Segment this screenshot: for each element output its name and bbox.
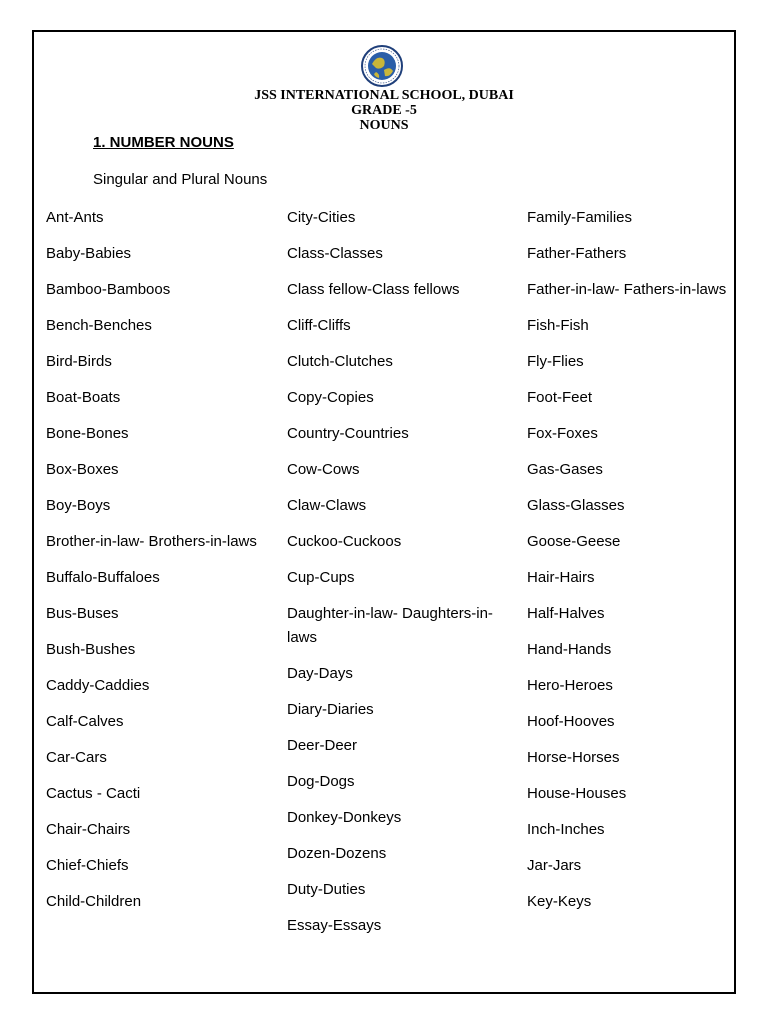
noun-pair: Daughter-in-law- Daughters-in-laws	[287, 605, 493, 646]
noun-pair: Fly-Flies	[527, 353, 584, 370]
noun-pair: Hoof-Hooves	[527, 713, 615, 730]
noun-pair: Chair-Chairs	[46, 821, 131, 838]
noun-pair: Dozen-Dozens	[287, 845, 387, 862]
grade-label: GRADE -5	[351, 103, 417, 118]
noun-pair: Essay-Essays	[287, 917, 382, 934]
noun-pair: Car-Cars	[46, 749, 107, 766]
noun-column-2	[287, 206, 502, 950]
noun-pair: Key-Keys	[527, 893, 592, 910]
noun-column-1	[46, 206, 261, 926]
noun-pair: Bamboo-Bamboos	[46, 281, 171, 298]
noun-pair: Class fellow-Class fellows	[287, 281, 460, 298]
noun-pair: House-Houses	[527, 785, 627, 802]
noun-pair: Bird-Birds	[46, 353, 112, 370]
noun-pair: Baby-Babies	[46, 245, 132, 262]
noun-pair: Father-in-law- Fathers-in-laws	[527, 281, 727, 298]
noun-pair: Chief-Chiefs	[46, 857, 129, 874]
noun-pair: Family-Families	[527, 209, 632, 226]
noun-pair: Glass-Glasses	[527, 497, 625, 514]
noun-pair: Cow-Cows	[287, 461, 360, 478]
noun-pair: City-Cities	[287, 209, 356, 226]
school-logo-icon	[360, 44, 404, 88]
noun-pair: Bench-Benches	[46, 317, 152, 334]
noun-pair: Deer-Deer	[287, 737, 358, 754]
noun-pair: Inch-Inches	[527, 821, 605, 838]
section-title: 1. NUMBER NOUNS	[93, 134, 234, 151]
noun-pair: Brother-in-law- Brothers-in-laws	[46, 533, 257, 550]
noun-pair: Bush-Bushes	[46, 641, 136, 658]
school-name: JSS INTERNATIONAL SCHOOL, DUBAI	[254, 88, 514, 103]
noun-pair: Day-Days	[287, 665, 353, 682]
noun-pair: Calf-Calves	[46, 713, 124, 730]
noun-pair: Jar-Jars	[527, 857, 582, 874]
noun-pair: Claw-Claws	[287, 497, 367, 514]
noun-pair: Bone-Bones	[46, 425, 129, 442]
noun-pair: Hair-Hairs	[527, 569, 595, 586]
noun-pair: Caddy-Caddies	[46, 677, 150, 694]
noun-pair: Fish-Fish	[527, 317, 589, 334]
noun-pair: Fox-Foxes	[527, 425, 598, 442]
noun-pair: Gas-Gases	[527, 461, 603, 478]
noun-pair: Ant-Ants	[46, 209, 104, 226]
noun-pair: Foot-Feet	[527, 389, 593, 406]
noun-pair: Cup-Cups	[287, 569, 355, 586]
noun-pair: Box-Boxes	[46, 461, 119, 478]
noun-pair: Country-Countries	[287, 425, 409, 442]
noun-pair: Father-Fathers	[527, 245, 627, 262]
noun-pair: Cuckoo-Cuckoos	[287, 533, 402, 550]
noun-pair: Goose-Geese	[527, 533, 621, 550]
section-subtitle: Singular and Plural Nouns	[93, 171, 268, 188]
noun-pair: Buffalo-Buffaloes	[46, 569, 160, 586]
subject-label: NOUNS	[359, 118, 409, 133]
noun-pair: Hand-Hands	[527, 641, 612, 658]
noun-pair: Donkey-Donkeys	[287, 809, 402, 826]
noun-pair: Class-Classes	[287, 245, 383, 262]
noun-pair: Half-Halves	[527, 605, 605, 622]
noun-pair: Hero-Heroes	[527, 677, 613, 694]
noun-pair: Clutch-Clutches	[287, 353, 393, 370]
noun-pair: Dog-Dogs	[287, 773, 355, 790]
noun-pair: Diary-Diaries	[287, 701, 374, 718]
noun-pair: Bus-Buses	[46, 605, 119, 622]
noun-pair: Cactus - Cacti	[46, 785, 141, 802]
noun-pair: Horse-Horses	[527, 749, 620, 766]
noun-pair: Cliff-Cliffs	[287, 317, 351, 334]
noun-pair: Boat-Boats	[46, 389, 121, 406]
noun-pair: Boy-Boys	[46, 497, 111, 514]
noun-pair: Child-Children	[46, 893, 142, 910]
noun-column-3	[527, 206, 727, 926]
noun-pair: Copy-Copies	[287, 389, 374, 406]
noun-pair: Duty-Duties	[287, 881, 366, 898]
